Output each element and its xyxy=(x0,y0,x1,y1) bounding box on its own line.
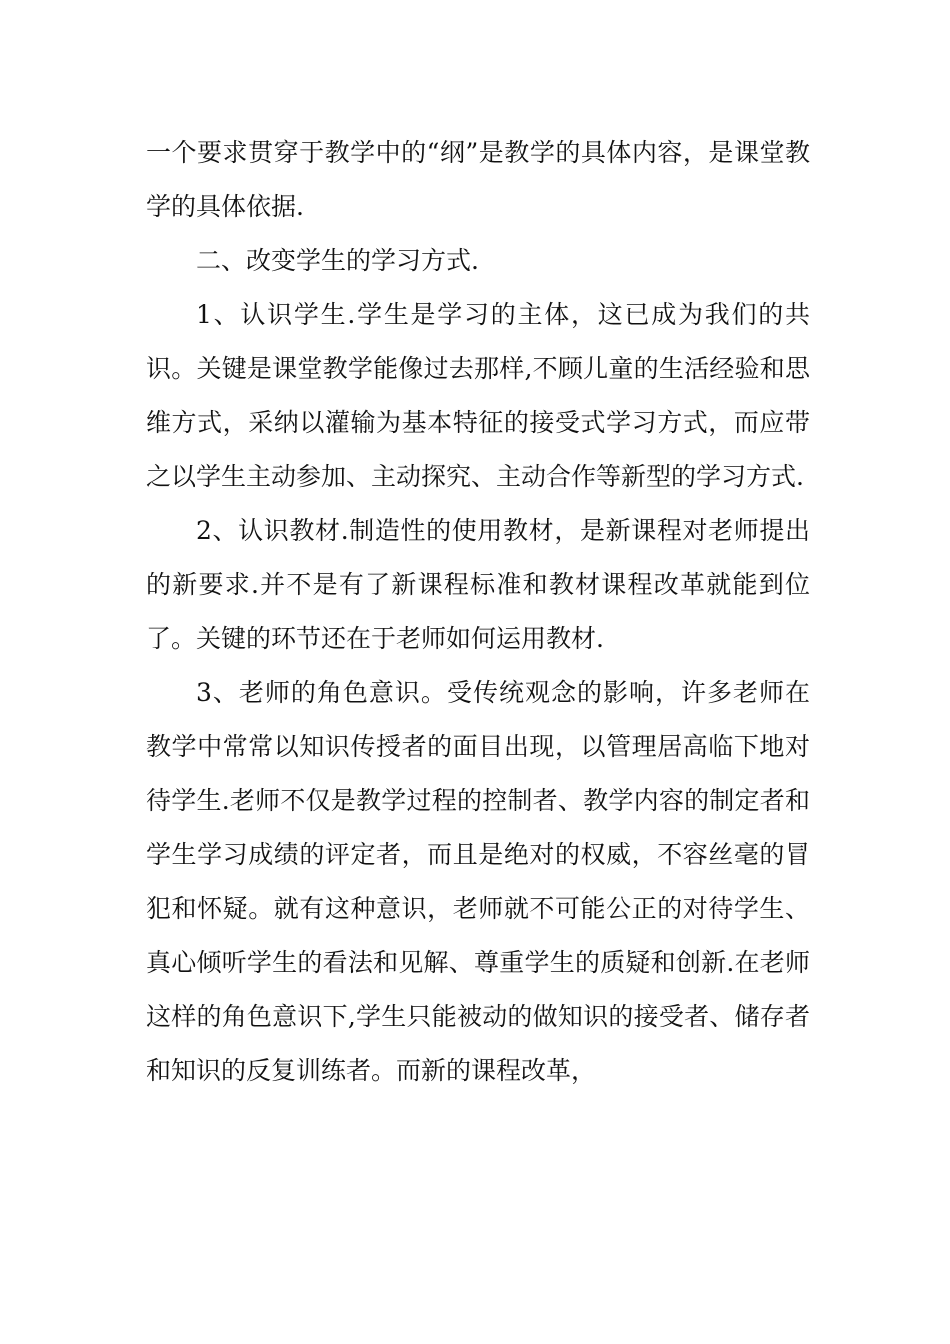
paragraph-teacher-role: 3、老师的角色意识。受传统观念的影响，许多老师在教学中常常以知识传授者的面目出现，以管理居高临下地对待学生.老师不仅是教学过程的控制者、教学内容的制定者和学生学习成绩的评定者，而且是绝对的权威，不容丝毫的冒犯和怀疑。就有这种意识，老师就不可能公正的对待学生、真心倾听学生的看法和见解、尊重学生的质疑和创新.在老师这样的角色意识下,学生只能被动的做知识的接受者、储存者和知识的反复训练者。而新的课程改革， xyxy=(146,678,810,1085)
paragraph-understand-textbook: 2、认识教材.制造性的使用教材，是新课程对老师提出的新要求.并不是有了新课程标准和教材课程改革就能到位了。关键的环节还在于老师如何运用教材. xyxy=(146,516,810,653)
paragraph-understand-students: 1、认识学生.学生是学习的主体，这已成为我们的共识。关键是课堂教学能像过去那样,不顾儿童的生活经验和思维方式，采纳以灌输为基本特征的接受式学习方式，而应带之以学生主动参加、主动探究、主动合作等新型的学习方式. xyxy=(146,300,810,491)
document-body xyxy=(146,126,810,1098)
paragraph-continuation: 一个要求贯穿于教学中的“纲”是教学的具体内容，是课堂教学的具体依据. xyxy=(146,138,810,221)
section-heading: 二、改变学生的学习方式. xyxy=(196,246,479,275)
